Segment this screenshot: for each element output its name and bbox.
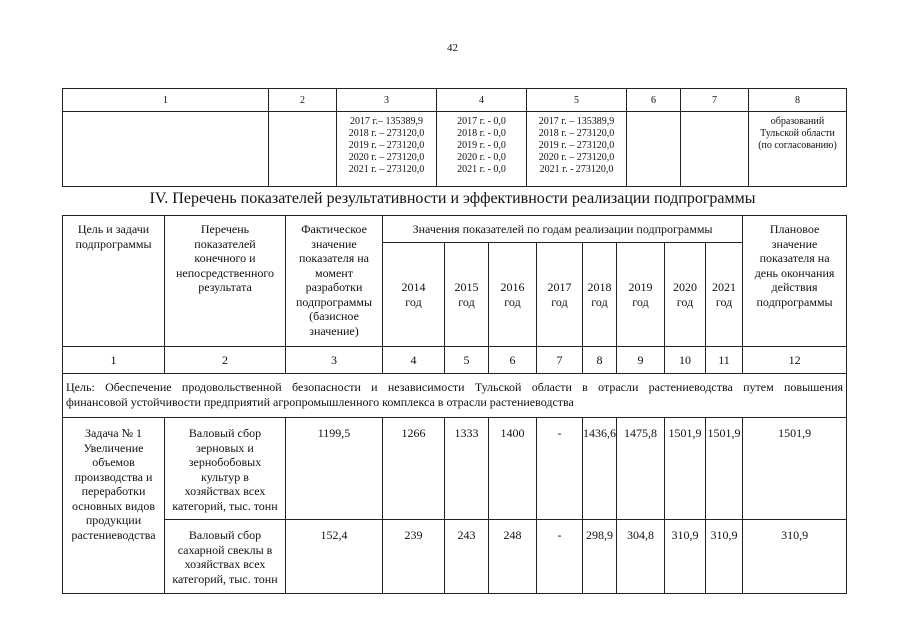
planned-value: 1501,9 bbox=[743, 418, 847, 520]
header-planned-value: Плановое значение показателя на день окончания действия подпрограммы bbox=[743, 216, 847, 347]
header-row-1 bbox=[63, 216, 847, 243]
table-row bbox=[63, 520, 847, 594]
goal-row bbox=[63, 374, 847, 418]
year-2017: 2017 год bbox=[537, 243, 583, 347]
year-2015: 2015 год bbox=[445, 243, 489, 347]
top-col-3: 3 bbox=[337, 89, 437, 112]
top-col-1: 1 bbox=[63, 89, 269, 112]
task-1: Задача № 1 Увеличение объемов производства и переработки основных видов продукции растениеводства bbox=[63, 418, 165, 594]
value-2018: 298,9 bbox=[583, 520, 617, 594]
top-col8-text: образований Тульской области (по согласованию) bbox=[749, 112, 847, 187]
year-2016: 2016 год bbox=[489, 243, 537, 347]
value-2020: 1501,9 bbox=[665, 418, 706, 520]
planned-value: 310,9 bbox=[743, 520, 847, 594]
section-heading: IV. Перечень показателей результативности и эффективности реализации подпрограммы bbox=[149, 190, 756, 207]
top-col-2: 2 bbox=[269, 89, 337, 112]
value-2014: 239 bbox=[383, 520, 445, 594]
top-col-5: 5 bbox=[527, 89, 627, 112]
value-2021: 310,9 bbox=[706, 520, 743, 594]
top-col4-values: 2017 г. - 0,0 2018 г. - 0,0 2019 г. - 0,0 2020 г. - 0,0 2021 г. - 0,0 bbox=[437, 112, 527, 187]
top-table bbox=[62, 88, 847, 187]
value-2016: 248 bbox=[489, 520, 537, 594]
base-value: 1199,5 bbox=[286, 418, 383, 520]
value-2020: 310,9 bbox=[665, 520, 706, 594]
top-col-7: 7 bbox=[681, 89, 749, 112]
year-2021: 2021 год bbox=[706, 243, 743, 347]
column-numbers-row: 1 2 3 4 5 6 7 8 9 10 11 12 bbox=[63, 347, 847, 374]
header-indicator-list: Перечень показателей конечного и непосредственного результата bbox=[165, 216, 286, 347]
year-2018: 2018 год bbox=[583, 243, 617, 347]
value-2019: 304,8 bbox=[617, 520, 665, 594]
table-row bbox=[63, 418, 847, 520]
value-2014: 1266 bbox=[383, 418, 445, 520]
base-value: 152,4 bbox=[286, 520, 383, 594]
value-2015: 243 bbox=[445, 520, 489, 594]
value-2017: - bbox=[537, 418, 583, 520]
header-values-by-year: Значения показателей по годам реализации подпрограммы bbox=[383, 216, 743, 243]
value-2016: 1400 bbox=[489, 418, 537, 520]
year-2020: 2020 год bbox=[665, 243, 706, 347]
top-col3-values: 2017 г.– 135389,9 2018 г. – 273120,0 2019 г. – 273120,0 2020 г. – 273120,0 2021 г. – 273120,0 bbox=[337, 112, 437, 187]
year-2019: 2019 год bbox=[617, 243, 665, 347]
header-goal-tasks: Цель и задачи подпрограммы bbox=[63, 216, 165, 347]
top-col-8: 8 bbox=[749, 89, 847, 112]
top-col5-values: 2017 г. – 135389,9 2018 г. – 273120,0 2019 г. – 273120,0 2020 г. – 273120,0 2021 г. - 273120,0 bbox=[527, 112, 627, 187]
top-col-6: 6 bbox=[627, 89, 681, 112]
value-2017: - bbox=[537, 520, 583, 594]
indicator-sugar-beet: Валовый сбор сахарной свеклы в хозяйствах всех категорий, тыс. тонн bbox=[165, 520, 286, 594]
page-number: 42 bbox=[447, 42, 458, 54]
top-col-4: 4 bbox=[437, 89, 527, 112]
goal-text: Цель: Обеспечение продовольственной безопасности и независимости Тульской области в отрасли растениеводства путем повышения финансовой устойчивости предприятий агропромышленного комплекса в отрасли растениеводства bbox=[63, 374, 847, 418]
indicator-grain: Валовый сбор зерновых и зернобобовых культур в хозяйствах всех категорий, тыс. тонн bbox=[165, 418, 286, 520]
value-2021: 1501,9 bbox=[706, 418, 743, 520]
indicators-table bbox=[62, 215, 847, 594]
top-table-body-row bbox=[63, 112, 847, 187]
value-2019: 1475,8 bbox=[617, 418, 665, 520]
value-2018: 1436,6 bbox=[583, 418, 617, 520]
value-2015: 1333 bbox=[445, 418, 489, 520]
header-actual-value: Фактическое значение показателя на момент разработки подпрограммы (базисное значение) bbox=[286, 216, 383, 347]
year-2014: 2014 год bbox=[383, 243, 445, 347]
top-table-header-row bbox=[63, 89, 847, 112]
